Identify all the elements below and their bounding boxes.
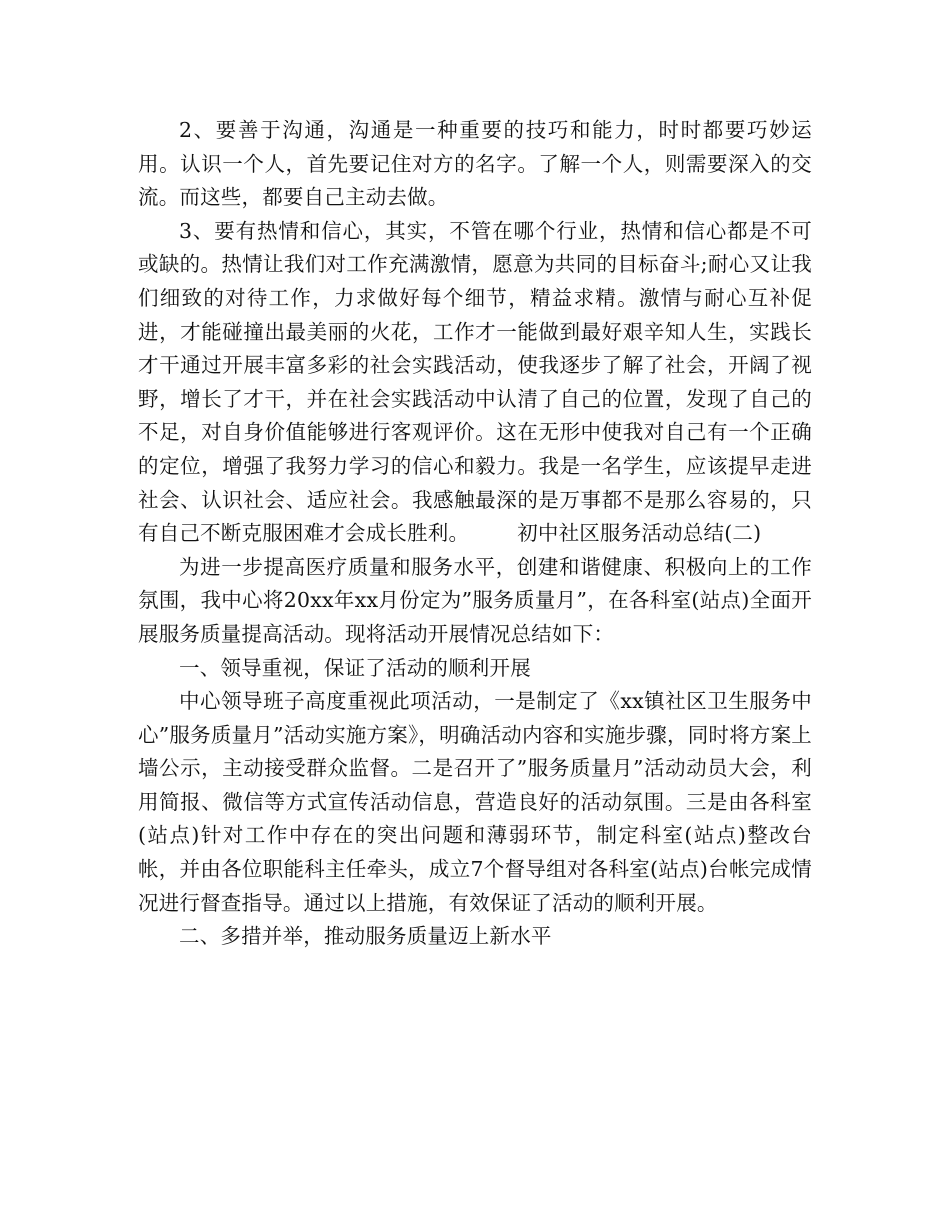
paragraph-passion-text: 3、要有热情和信心，其实，不管在哪个行业，热情和信心都是不可或缺的。热情让我们对工作充满激情，愿意为共同的目标奋斗;耐心又让我们细致的对待工作，力求做好每个细节，精益求精。激情与耐心互补促进，才能碰撞出最美丽的火花，工作才一能做到最好艰辛知人生，实践长才干通过开展丰富多彩的社会实践活动，使我逐步了解了社会，开阔了视野，增长了才干，并在社会实践活动中认清了自己的位置，发现了自己的不足，对自身价值能够进行客观评价。这在无形中使我对自己有一个正确的定位，增强了我努力学习的信心和毅力。我是一名学生，应该提早走进社会、认识社会、适应社会。我感触最深的是万事都不是那么容易的，只有自己不断克服困难才会成长胜利。 xyxy=(138,218,812,546)
section-title-summary-two: 初中社区服务活动总结(二) xyxy=(517,521,762,546)
heading-measures: 二、多措并举，推动服务质量迈上新水平 xyxy=(179,924,552,949)
paragraph-leadership: 中心领导班子高度重视此项活动，一是制定了《xx镇社区卫生服务中心”服务质量月”活动实施方案》，明确活动内容和实施步骤，同时将方案上墙公示，主动接受群众监督。二是召开了”服务质量月”活动动员大会，利用简报、微信等方式宣传活动信息，营造良好的活动氛围。三是由各科室(站点)针对工作中存在的突出问题和薄弱环节，制定科室(站点)整改台帐，并由各位职能科主任牵头，成立7个督导组对各科室(站点)台帐完成情况进行督查指导。通过以上措施，有效保证了活动的顺利开展。 xyxy=(138,689,812,915)
heading-leadership: 一、领导重视，保证了活动的顺利开展 xyxy=(179,655,531,680)
document-page xyxy=(138,114,812,954)
paragraph-intro: 为进一步提高医疗质量和服务水平，创建和谐健康、积极向上的工作氛围，我中心将20xx年xx月份定为”服务质量月”，在各科室(站点)全面开展服务质量提高活动。现将活动开展情况总结如下： xyxy=(138,554,812,646)
paragraph-communication: 2、要善于沟通，沟通是一种重要的技巧和能力，时时都要巧妙运用。认识一个人，首先要记住对方的名字。了解一个人，则需要深入的交流。而这些，都要自己主动去做。 xyxy=(138,118,812,210)
paragraph-passion xyxy=(138,215,812,551)
